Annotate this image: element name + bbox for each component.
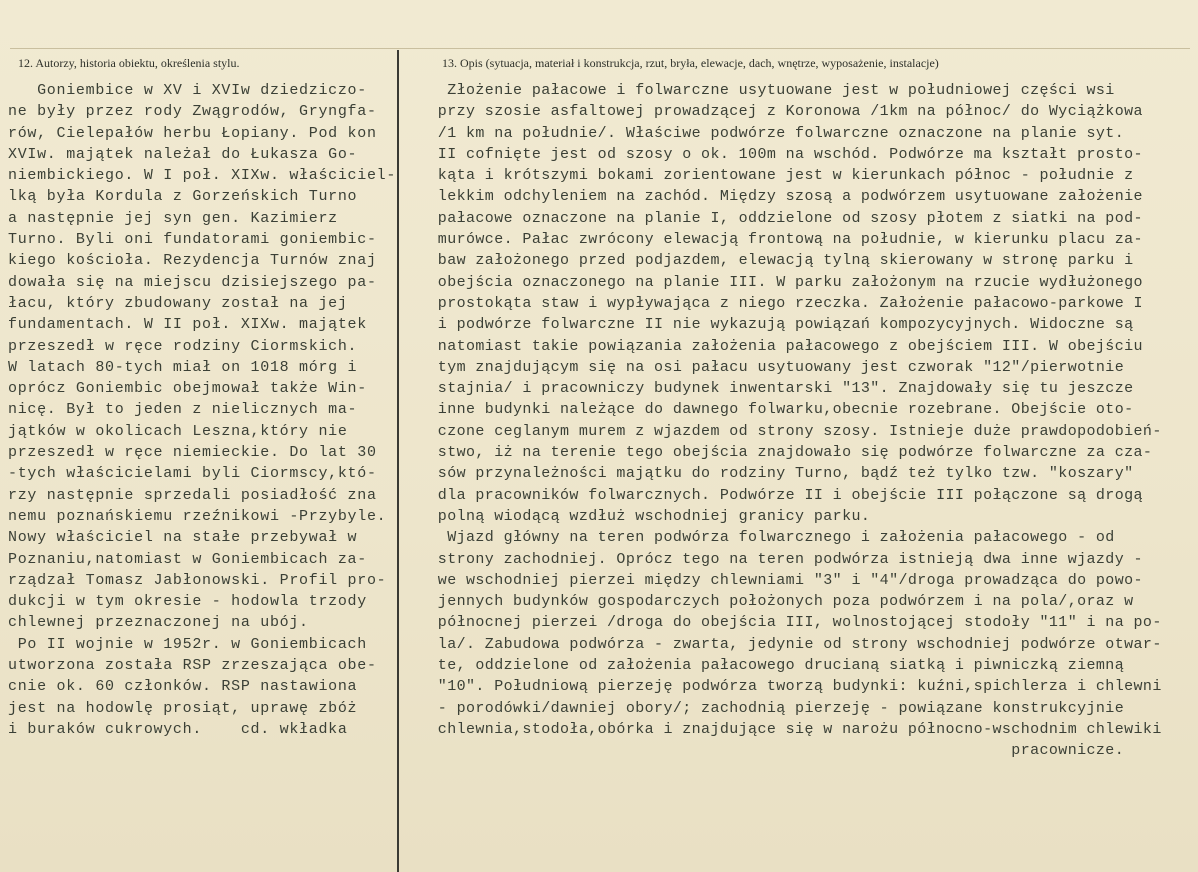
text-line: Wjazd główny na teren podwórza folwarcznego i założenia pałacowego - od xyxy=(419,529,1115,547)
text-line: prostokąta staw i wypływająca z niego rzeczka. Założenie pałacowo-parkowe I xyxy=(419,294,1143,312)
text-line: lekkim odchyleniem na zachód. Między szosą a podwórzem usytuowane założenie xyxy=(419,188,1143,206)
text-line: przeszedł w ręce niemieckie. Do lat 30 xyxy=(8,444,377,462)
text-line: dowała się na miejscu dzisiejszego pa- xyxy=(8,273,377,291)
text-line: pałacowe oznaczone na planie I, oddzielone od szosy płotem z siatki na pod- xyxy=(419,209,1143,227)
text-line: utworzona została RSP zrzeszająca obe- xyxy=(8,657,377,675)
text-line: chlewnia,stodoła,obórka i znajdujące się w narożu północno-wschodnim chlewiki xyxy=(419,720,1162,738)
text-line: nicę. Był to jeden z nielicznych ma- xyxy=(8,401,358,419)
text-line: Nowy właściciel na stałe przebywał w xyxy=(8,529,358,547)
text-line: i buraków cukrowych. cd. wkładka xyxy=(8,720,348,738)
text-line: i podwórze folwarczne II nie wykazują powiązań kompozycyjnych. Widoczne są xyxy=(419,316,1134,334)
text-line: rów, Cielepałów herbu Łopiany. Pod kon xyxy=(8,124,377,142)
text-line: Złożenie pałacowe i folwarczne usytuowane jest w południowej części wsi xyxy=(419,82,1115,99)
text-line: Po II wojnie w 1952r. w Goniembicach xyxy=(8,635,367,653)
column-divider xyxy=(397,50,399,872)
text-line: "10". Południową pierzeję podwórza tworzą budynki: kuźni,spichlerza i chlewni xyxy=(419,678,1162,696)
text-line: XVIw. majątek należał do Łukasza Go- xyxy=(8,145,358,163)
text-line: rządzał Tomasz Jabłonowski. Profil pro- xyxy=(8,571,387,589)
text-line: we wschodniej pierzei między chlewniami "3" i "4"/droga prowadząca do powo- xyxy=(419,571,1143,589)
text-line: W latach 80-tych miał on 1018 mórg i xyxy=(8,358,358,376)
text-line: a następnie jej syn gen. Kazimierz xyxy=(8,209,338,227)
top-rule xyxy=(10,48,1190,49)
section-12-heading: 12. Autorzy, historia obiektu, określenia stylu. xyxy=(18,56,240,70)
text-line: strony zachodniej. Oprócz tego na teren podwórza istnieją dwa inne wjazdy - xyxy=(419,550,1143,568)
text-line: Turno. Byli oni fundatorami goniembic- xyxy=(8,231,377,249)
text-line: pracownicze. xyxy=(419,742,1125,760)
text-line: dla pracowników folwarcznych. Podwórze II i obejście III połączone są drogą xyxy=(419,486,1143,504)
text-line: lką była Kordula z Gorzeńskich Turno xyxy=(8,188,358,206)
section-13-heading: 13. Opis (sytuacja, materiał i konstrukcja, rzut, bryła, elewacje, dach, wnętrze, wyposażenie, instalacje) xyxy=(442,56,939,70)
text-line: natomiast takie powiązania założenia pałacowego z obejściem III. W obejściu xyxy=(419,337,1143,355)
text-line: fundamentach. W II poł. XIXw. majątek xyxy=(8,316,367,334)
text-line: rzy następnie sprzedali posiadłość zna xyxy=(8,486,377,504)
text-line: te, oddzielone od założenia pałacowego drucianą siatką i piwniczką ziemną xyxy=(419,657,1125,675)
text-line: północnej pierzei /droga do obejścia III, wolnostojącej stodoły "11" i na po- xyxy=(419,614,1162,632)
text-line: polną wiodącą wzdłuż wschodniej granicy parku. xyxy=(419,507,871,525)
text-line: chlewnej przeznaczonej na ubój. xyxy=(8,614,309,632)
text-line: - porodówki/dawniej obory/; zachodnią pierzeję - powiązane konstrukcyjnie xyxy=(419,699,1125,717)
text-line: nemu poznańskiemu rzeźnikowi -Przybyle. xyxy=(8,507,387,525)
history-text-column xyxy=(8,80,396,740)
text-line: Goniembice w XV i XVIw dziedziczo- xyxy=(8,82,367,99)
text-line: tym znajdującym się na osi pałacu usytuowany jest czworak "12"/pierwotnie xyxy=(419,358,1125,376)
text-line: obejścia oznaczonego na planie III. W parku założonym na rzucie wydłużonego xyxy=(419,273,1143,291)
text-line: II cofnięte jest od szosy o ok. 100m na wschód. Podwórze ma kształt prosto- xyxy=(419,145,1143,163)
text-line: ne były przez rody Zwągrodów, Gryngfa- xyxy=(8,103,377,121)
text-line: czone ceglanym murem z wjazdem od strony szosy. Istnieje duże prawdopodobień- xyxy=(419,422,1162,440)
text-line: murówce. Pałac zwrócony elewacją frontową na południe, w kierunku placu za- xyxy=(419,231,1143,249)
text-line: oprócz Goniembic obejmował także Win- xyxy=(8,380,367,398)
description-text-column xyxy=(419,80,1162,762)
text-line: jątków w okolicach Leszna,który nie xyxy=(8,422,348,440)
text-line: stwo, iż na terenie tego obejścia znajdowało się podwórze folwarczne za cza- xyxy=(419,444,1153,462)
text-line: -tych właścicielami byli Ciormscy,któ- xyxy=(8,465,377,483)
text-line: kąta i krótszymi bokami zorientowane jest w kierunkach północ - południe z xyxy=(419,167,1134,185)
text-line: /1 km na południe/. Właściwe podwórze folwarczne oznaczone na planie syt. xyxy=(419,124,1125,142)
text-line: inne budynki należące do dawnego folwarku,obecnie rozebrane. Obejście oto- xyxy=(419,401,1134,419)
text-line: baw założonego przed podjazdem, elewacją tylną skierowany w stronę parku i xyxy=(419,252,1134,270)
text-line: cnie ok. 60 członków. RSP nastawiona xyxy=(8,678,358,696)
text-line: sów przynależności majątku do rodziny Turno, bądź też tylko tzw. "koszary" xyxy=(419,465,1134,483)
text-line: niembickiego. W I poł. XIXw. właściciel- xyxy=(8,167,397,185)
text-line: kiego kościoła. Rezydencja Turnów znaj xyxy=(8,252,377,270)
text-line: jest na hodowlę prosiąt, uprawę zbóż xyxy=(8,699,358,717)
text-line: stajnia/ i pracowniczy budynek inwentarski "13". Znajdowały się tu jeszcze xyxy=(419,380,1134,398)
text-line: przeszedł w ręce rodziny Ciormskich. xyxy=(8,337,358,355)
text-line: łacu, który zbudowany został na jej xyxy=(8,294,348,312)
text-line: la/. Zabudowa podwórza - zwarta, jedynie od strony wschodniej podwórze otwar- xyxy=(419,635,1162,653)
text-line: jennych budynków gospodarczych położonych poza podwórzem i na pola/,oraz w xyxy=(419,593,1134,611)
text-line: przy szosie asfaltowej prowadzącej z Koronowa /1km na północ/ do Wyciążkowa xyxy=(419,103,1143,121)
text-line: Poznaniu,natomiast w Goniembicach za- xyxy=(8,550,367,568)
text-line: dukcji w tym okresie - hodowla trzody xyxy=(8,593,367,611)
